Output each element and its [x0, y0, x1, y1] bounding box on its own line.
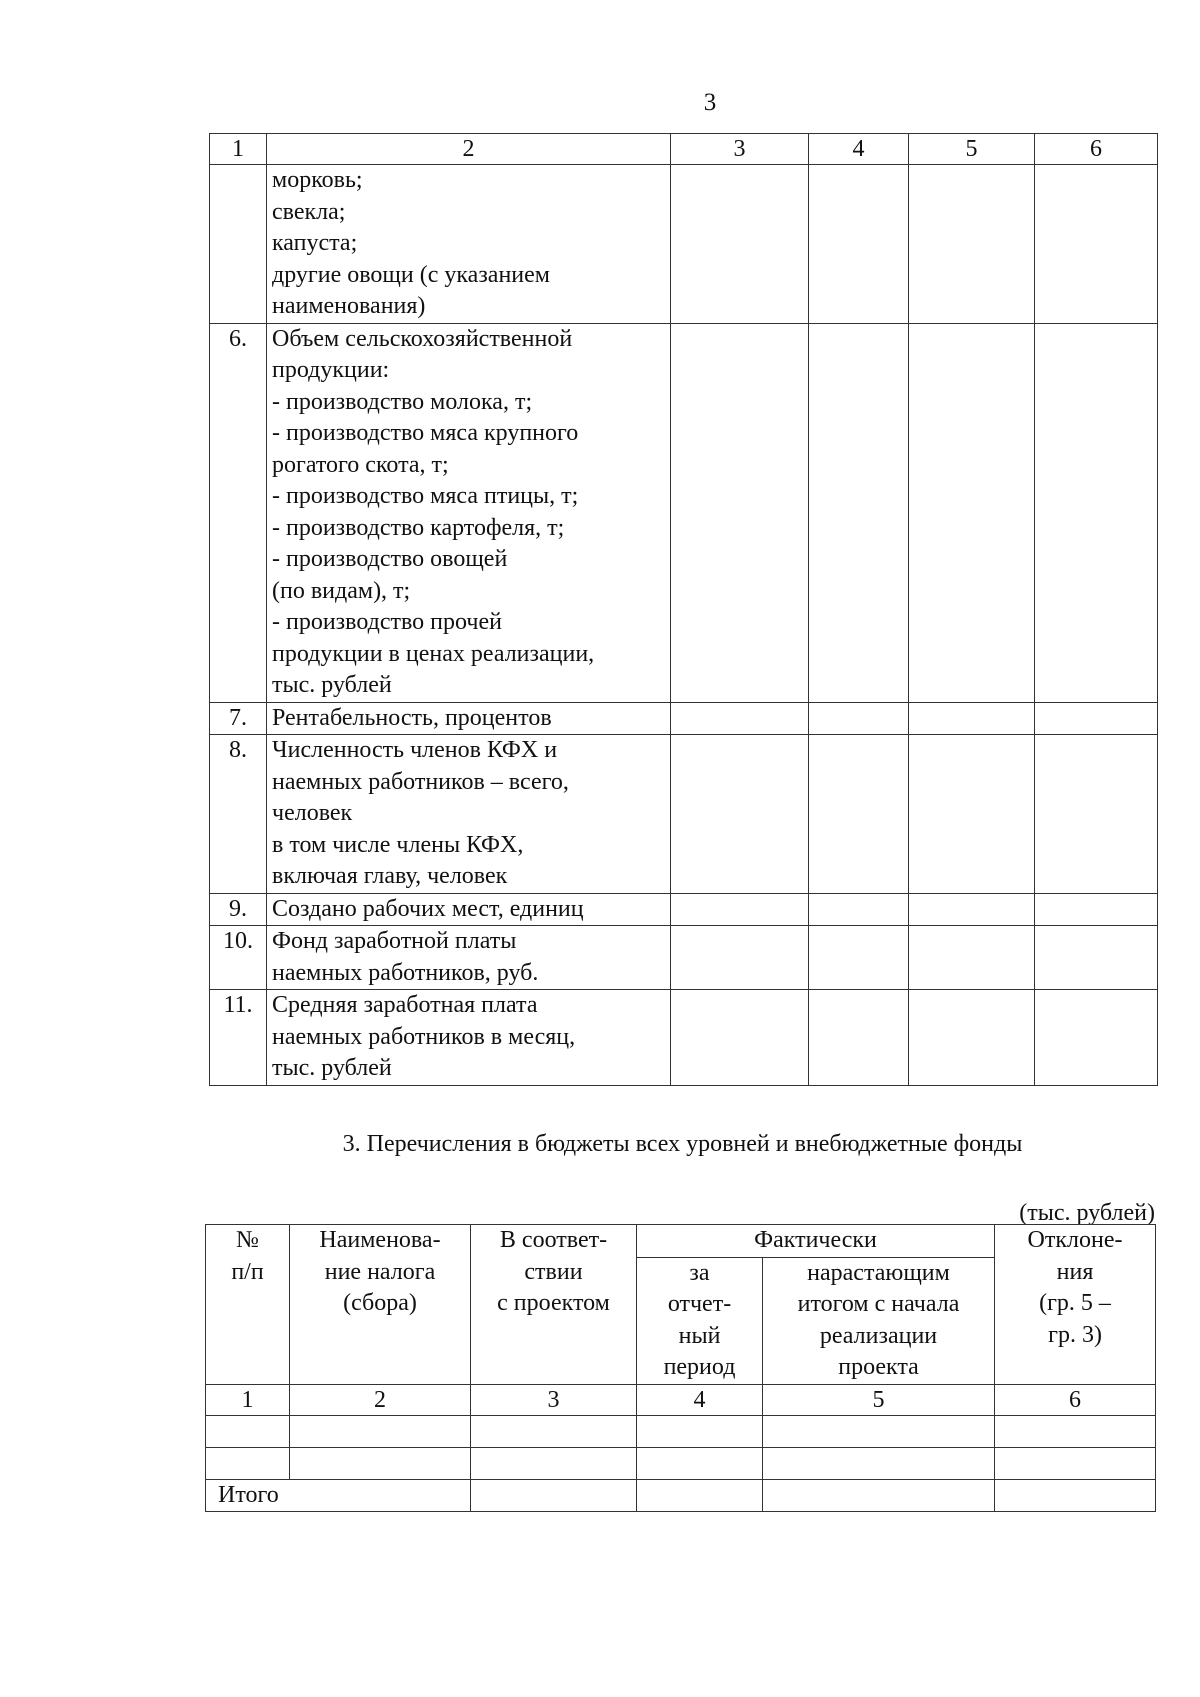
value-cell	[809, 990, 909, 1086]
value-cell	[909, 926, 1035, 990]
empty-cell	[206, 1447, 290, 1479]
row-number: 11.	[210, 990, 267, 1086]
column-number: 2	[290, 1384, 471, 1415]
header-deviation: Отклоне- ния (гр. 5 – гр. 3)	[995, 1225, 1156, 1385]
column-number: 3	[471, 1384, 637, 1415]
empty-cell	[290, 1415, 471, 1447]
value-cell	[1035, 702, 1158, 735]
value-cell	[809, 702, 909, 735]
value-cell	[809, 323, 909, 702]
table-row	[210, 702, 1158, 735]
row-number: 7.	[210, 702, 267, 735]
table-row	[210, 990, 1158, 1086]
table-row	[206, 1447, 1156, 1479]
empty-cell	[471, 1415, 637, 1447]
empty-cell	[995, 1479, 1156, 1512]
value-cell	[671, 165, 809, 324]
column-number: 2	[267, 134, 671, 165]
empty-cell	[637, 1479, 763, 1512]
row-number: 6.	[210, 323, 267, 702]
table-row	[210, 893, 1158, 926]
value-cell	[671, 990, 809, 1086]
empty-cell	[206, 1415, 290, 1447]
header-row	[206, 1225, 1156, 1258]
empty-cell	[995, 1447, 1156, 1479]
header-project: В соответ- ствии с проектом	[471, 1225, 637, 1385]
header-cumulative: нарастающим итогом с начала реализации проекта	[763, 1257, 995, 1384]
value-cell	[1035, 990, 1158, 1086]
section-title: 3. Перечисления в бюджеты всех уровней и внебюджетные фонды	[342, 1131, 1023, 1157]
column-number-row	[206, 1384, 1156, 1415]
table-row	[210, 735, 1158, 894]
value-cell	[671, 702, 809, 735]
column-number: 4	[637, 1384, 763, 1415]
value-cell	[671, 893, 809, 926]
table-row	[210, 323, 1158, 702]
row-number	[210, 165, 267, 324]
row-number: 9.	[210, 893, 267, 926]
budget-payments-table	[205, 1224, 1156, 1512]
header-tax-name: Наименова- ние налога (сбора)	[290, 1225, 471, 1385]
value-cell	[909, 735, 1035, 894]
value-cell	[1035, 323, 1158, 702]
row-number: 8.	[210, 735, 267, 894]
total-row	[206, 1479, 1156, 1512]
value-cell	[909, 893, 1035, 926]
value-cell	[1035, 735, 1158, 894]
table-row	[206, 1415, 1156, 1447]
column-number: 5	[763, 1384, 995, 1415]
unit-note: (тыс. рублей)	[1019, 1200, 1155, 1226]
value-cell	[809, 165, 909, 324]
value-cell	[909, 702, 1035, 735]
value-cell	[809, 735, 909, 894]
empty-cell	[763, 1415, 995, 1447]
empty-cell	[637, 1447, 763, 1479]
row-description: Численность членов КФХ и наемных работников – всего, человек в том числе члены КФХ, включая главу, человек	[267, 735, 671, 894]
row-number: 10.	[210, 926, 267, 990]
empty-cell	[995, 1415, 1156, 1447]
row-description: Рентабельность, процентов	[267, 702, 671, 735]
column-number: 1	[210, 134, 267, 165]
empty-cell	[471, 1447, 637, 1479]
column-number-row	[210, 134, 1158, 165]
row-description: Средняя заработная плата наемных работников в месяц, тыс. рублей	[267, 990, 671, 1086]
value-cell	[671, 926, 809, 990]
value-cell	[1035, 893, 1158, 926]
header-period: за отчет- ный период	[637, 1257, 763, 1384]
value-cell	[909, 990, 1035, 1086]
value-cell	[1035, 926, 1158, 990]
table-row	[210, 926, 1158, 990]
column-number: 6	[1035, 134, 1158, 165]
value-cell	[809, 926, 909, 990]
column-number: 1	[206, 1384, 290, 1415]
value-cell	[671, 323, 809, 702]
total-label: Итого	[206, 1479, 471, 1512]
table-row	[210, 165, 1158, 324]
row-description: морковь; свекла; капуста; другие овощи (с указанием наименования)	[267, 165, 671, 324]
page-number: 3	[703, 89, 717, 116]
empty-cell	[763, 1479, 995, 1512]
header-actual: Фактически	[637, 1225, 995, 1258]
empty-cell	[637, 1415, 763, 1447]
column-number: 3	[671, 134, 809, 165]
row-description: Фонд заработной платы наемных работников, руб.	[267, 926, 671, 990]
value-cell	[671, 735, 809, 894]
row-description: Создано рабочих мест, единиц	[267, 893, 671, 926]
column-number: 6	[995, 1384, 1156, 1415]
empty-cell	[471, 1479, 637, 1512]
column-number: 4	[809, 134, 909, 165]
empty-cell	[290, 1447, 471, 1479]
value-cell	[1035, 165, 1158, 324]
value-cell	[909, 165, 1035, 324]
empty-cell	[763, 1447, 995, 1479]
column-number: 5	[909, 134, 1035, 165]
row-description: Объем сельскохозяйственной продукции: - производство молока, т; - производство мяса крупного рогатого скота, т; - производство мяса птицы, т; - производство картофеля, т; - производство овощей (по видам), т; - производство прочей продукции в ценах реализации, тыс. рублей	[267, 323, 671, 702]
value-cell	[809, 893, 909, 926]
header-num: № п/п	[206, 1225, 290, 1385]
indicators-table	[209, 133, 1158, 1086]
value-cell	[909, 323, 1035, 702]
